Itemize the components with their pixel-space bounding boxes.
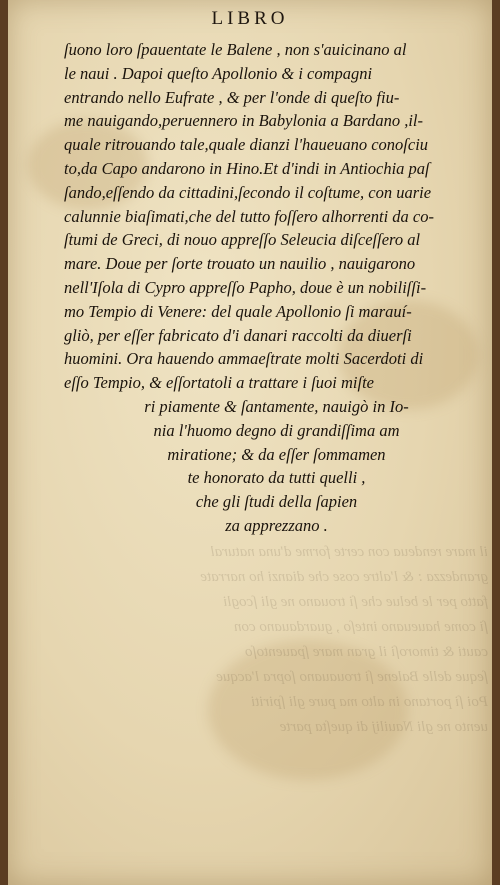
text-line: le naui . Dapoi queſto Apollonio & i compagni — [64, 63, 373, 83]
bleed-through-line: grandezza : & l'altre cose che dianzi ho narrate — [200, 569, 488, 585]
bleed-through-line: cauti & timoroſi il gran mare ſpauentoſo — [244, 644, 488, 660]
bleed-through-line: Poi ſi portano in alto ma pure gli ſpiriti — [251, 694, 488, 710]
text-line: eſſo Tempio, & eſſortatoli a trattare i ſuoi miſte — [64, 373, 374, 393]
bleed-through-line: fatto per le belue che ſi trouano ne gli ſcogli — [223, 594, 488, 610]
text-line: nell'Iſola di Cypro appreſſo Papho, doue è un nobiliſſi- — [64, 277, 427, 297]
text-line: ſuono loro ſpauentate le Balene , non s'auicinano al — [64, 40, 407, 59]
book-page — [8, 0, 492, 885]
text-line: gliò, per eſſer fabricato d'i danari raccolti da diuerſi — [64, 325, 412, 345]
text-line: calunnie biaſimati,che del tutto foſſero alhorrenti da co- — [64, 206, 434, 226]
text-line: ſtumi de Greci, di nouo appreſſo Seleucia diſceſſero al — [64, 230, 421, 250]
text-line: nia l'huomo degno di grandiſſima am — [153, 420, 400, 440]
text-line: ſando,eſſendo da cittadini,ſecondo il coſtume, con uarie — [64, 182, 432, 202]
bleed-through-line: uento ne gli Nauilij di queſta parte — [279, 719, 488, 735]
text-line: za apprezzano . — [225, 515, 328, 535]
body-text — [64, 38, 489, 538]
text-line: entrando nello Eufrate , & per l'onde di queſto fiu- — [64, 87, 400, 107]
text-line: che gli ſtudi della ſapien — [195, 492, 358, 512]
bleed-through-line: il mare rendeua con certe forme d'una natural — [210, 544, 488, 560]
text-line: miratione; & da eſſer ſommamen — [167, 444, 386, 464]
text-line: huomini. Ora hauendo ammaeſtrate molti Sacerdoti di — [64, 349, 424, 369]
text-line: me nauigando,peruennero in Babylonia a Bardano ,il- — [64, 111, 423, 131]
bleed-through-line: ſeque delle Balene ſi trouauano ſopra l'acque — [216, 669, 488, 685]
bleed-through-text — [68, 540, 488, 780]
text-line: to,da Capo andarono in Hino.Et d'indi in Antiochia paſ — [64, 158, 430, 178]
text-line: mo Tempio di Venere: del quale Apollonio ſi marauí- — [64, 301, 412, 321]
text-line: te honorato da tutti quelli , — [187, 468, 366, 488]
running-head: LIBRO — [211, 8, 289, 29]
bleed-through-line: ſi come haueuano inteſo , guardauano con — [234, 619, 488, 635]
text-line: mare. Doue per ſorte trouato un nauilio , nauigarono — [64, 254, 416, 274]
text-line: quale ritrouando tale,quale dianzi l'haueuano conoſciu — [64, 135, 429, 155]
text-line: ri piamente & ſantamente, nauigò in Io- — [144, 396, 409, 416]
